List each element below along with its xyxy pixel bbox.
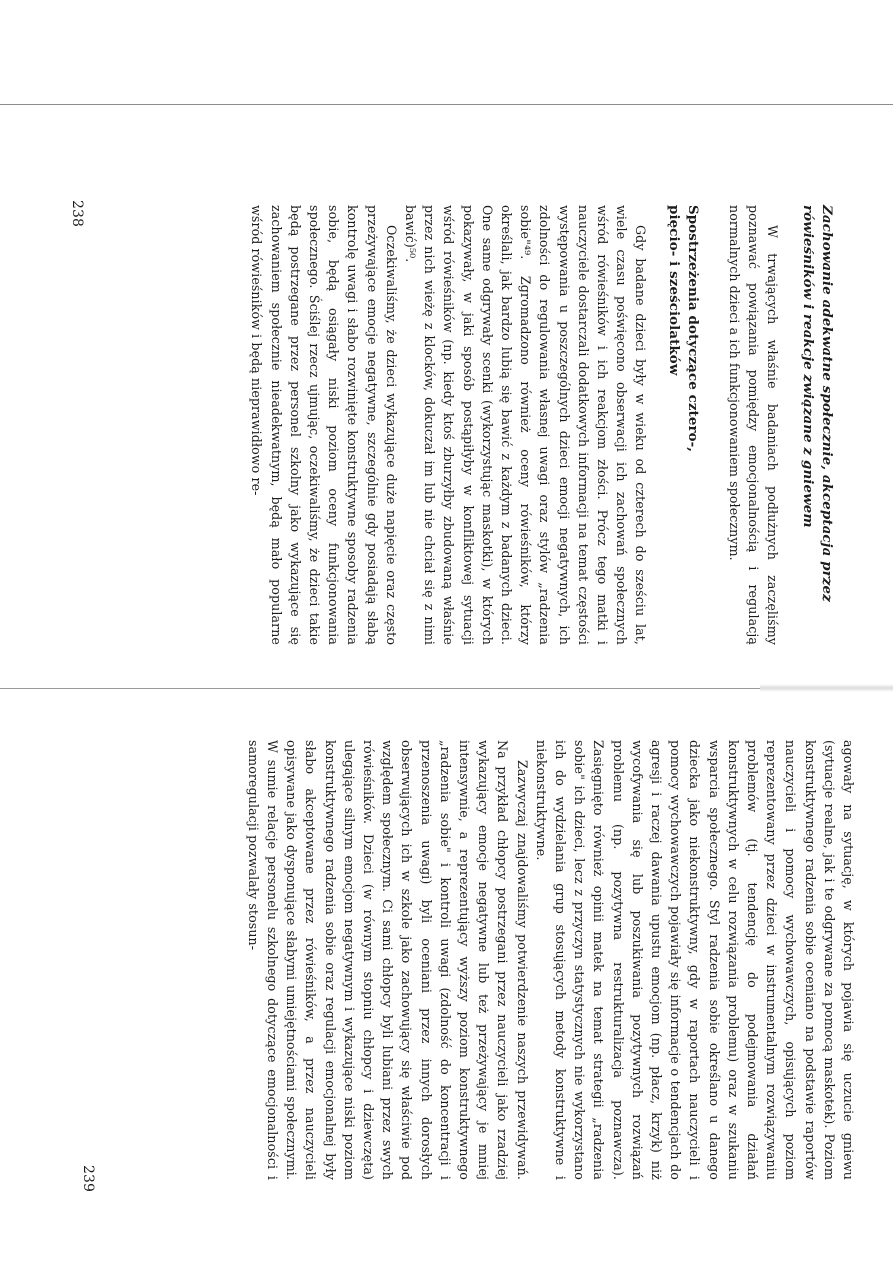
right-page [118,740,858,1180]
right-paragraph-1: agowały na sytuację, w których pojawia się uczucie gniewu (sytuacje realne, jak i te odgrywane za pomocą maskotek). Poziom konstruktywnego radzenia sobie oceniano na podstawie raportów nauczycieli i pomocy wychowawczych, opisujących poziom reprezentowany przez dzieci w instrumentalnym rozwiązywaniu problemów (tj. tendencję do podejmowania działań konstruktywnych w celu rozwiązania problemu) oraz w szukaniu wsparcia społecznego. Styl radzenia sobie określano u danego dziecka jako niekonstruktywny, gdy w raportach nauczycieli i pomocy wychowawczych pojawiały się informacje o tendencjach do agresji i raczej dawania upustu emocjom (np. płacz, krzyk) niż wycofywania się lub poszukiwania pozytywnych rozwiązań problemu (np. pozytywna restrukturalizacja poznawcza). Zasięgnięto również opinii matek na temat strategii „radzenia sobie" ich dzieci, lecz z przyczyn statystycznych nie wykorzystano ich do wydzielania grup stosujących metody konstruktywne i niekonstruktywne. [533,740,856,1180]
section2-paragraph-2: Oczekiwaliśmy, że dzieci wykazujące duże napięcie oraz często przeżywające emocje negatywne, szczególnie gdy posiadają słabą kontrolę uwagi i słabo rozwinięte konstruktywne sposoby radzenia sobie, będą osiągały niski poziom oceny funkcjonowania społecznego. Ściślej rzecz ujmując, oczekiwaliśmy, że dzieci takie będą postrzegane przez personel szkolny jako wykazujące się zachowaniem społecznie nieadekwatnym, będą mało popularne wśród rówieśników i będą nieprawidłowo re- [249,205,399,645]
page-number-right: 239 [80,1165,96,1193]
section2-paragraph-1: Gdy badane dzieci były w wieku od czterech do sześciu lat, wiele czasu poświęcono obserwacji ich zachowań społecznych wśród rówieśników i ich reakcjom złości. Prócz tego matki i nauczyciele dostarczali dodatkowych informacji na temat częstości występowania u poszczególnych dzieci emocji negatywnych, ich zdolności do regulowania własnej uwagi oraz stylów „radzenia sobie"⁴⁹. Zgromadzono również oceny rówieśników, którzy określali, jak bardzo lubią się bawić z każdym z badanych dzieci. One same odgrywały scenki (wykorzystując maskotki), w których pokazywały, w jaki sposób postąpiłyby w konfliktowej sytuacji wśród rówieśników (np. kiedy ktoś zburzyłby zbudowaną właśnie przez nich wieżę z klocków, dokuczał im lub nie chciał się z nimi bawić)⁵⁰. [402,205,649,645]
top-edge-line [0,104,893,105]
right-paragraph-2: Zazwyczaj znajdowaliśmy potwierdzenie naszych przewidywań. Na przykład chłopcy postrzegani przez nauczycieli jako rzadziej wykazujący emocje negatywne lub też przeżywający je mniej intensywnie, a reprezentujący wyższy poziom konstruktywnego „radzenia sobie" i kontroli uwagi (zdolność do koncentracji i przenoszenia uwagi) byli oceniani przez innych dorosłych obserwujących ich w szkole jako zachowujący się właściwie pod względem społecznym. Ci sami chłopcy byli lubiani przez swych rówieśników. Dzieci (w równym stopniu chłopcy i dziewczęta) ulegające silnym emocjom negatywnym i wykazujące niski poziom konstruktywnego radzenia sobie oraz regulacji emocjonalnej były słabo akceptowane przez rówieśników, a przez nauczycieli opisywane jako dysponujące słabymi umiejętnościami społecznymi. W sumie relacje personelu szkolnego dotyczące emocjonalności i samoregulacji pozwalały stosun- [245,740,530,1180]
section2-title: Spostrzeżenia dotyczące cztero-, pięcio- i sześciolatków [666,205,702,453]
section1-paragraph: W trwających właśnie badaniach podłużnych zaczęliśmy poznawać powiązania pomiędzy emocjonalnością i regulacją normalnych dzieci a ich funkcjonowaniem społecznym. [726,205,780,645]
fold-shadow [760,684,893,692]
page-number-left: 238 [69,200,85,228]
section1-title: Zachowanie adekwatne społecznie, akceptacja przez rówieśników i reakcje związane z gniewem [800,205,835,602]
left-page [91,205,836,645]
